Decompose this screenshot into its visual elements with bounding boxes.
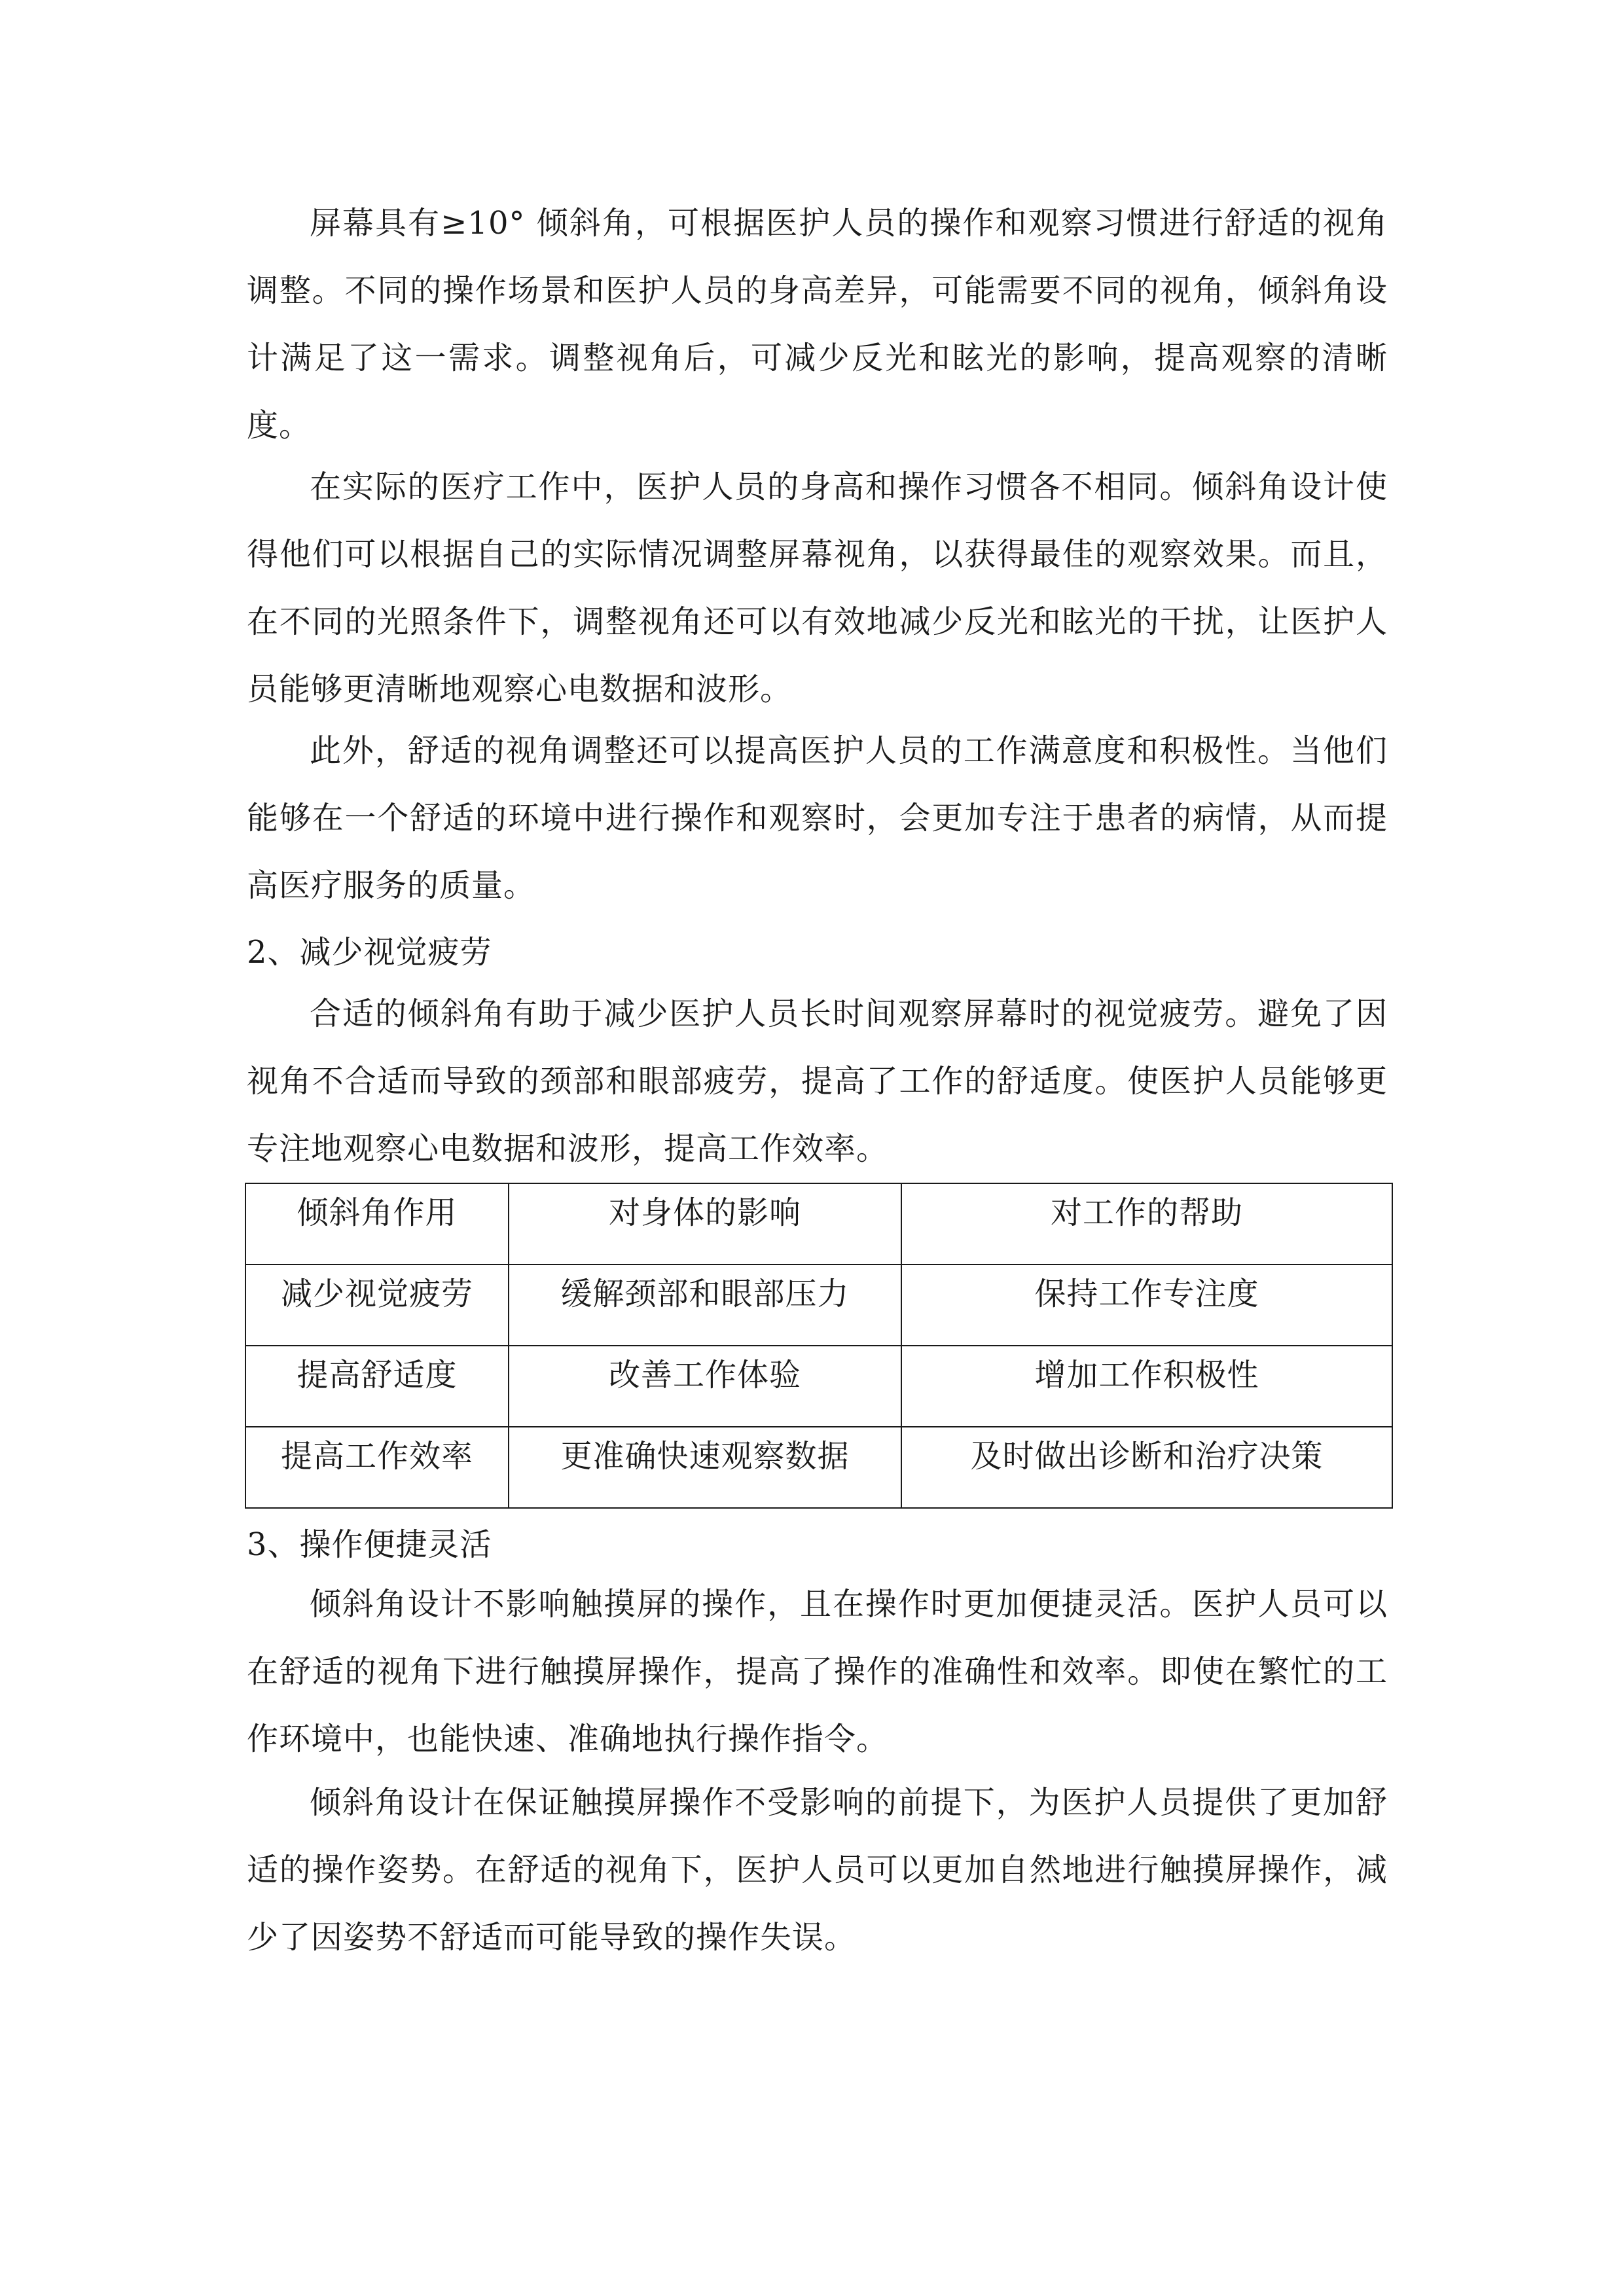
table-header-cell: 对身体的影响 <box>509 1183 901 1265</box>
paragraph-screen-tilt-angle: 屏幕具有≥10° 倾斜角，可根据医护人员的操作和观察习惯进行舒适的视角调整。不同的操作场景和医护人员的身高差异，可能需要不同的视角，倾斜角设计满足了这一需求。调整视角后，可减少反光和眩光的影响，提高观察的清晰度。 <box>247 205 1388 444</box>
table-cell: 缓解颈部和眼部压力 <box>509 1265 901 1346</box>
paragraph-work-satisfaction: 此外，舒适的视角调整还可以提高医护人员的工作满意度和积极性。当他们能够在一个舒适的环境中进行操作和观察时，会更加专注于患者的病情，从而提高医疗服务的质量。 <box>247 732 1388 904</box>
tilt-angle-effects-table <box>245 1183 1393 1509</box>
table-cell: 提高舒适度 <box>245 1346 509 1427</box>
heading-reduce-visual-fatigue: 2、减少视觉疲劳 <box>247 934 492 971</box>
table-row <box>245 1346 1392 1427</box>
paragraph-touchscreen-operation: 倾斜角设计不影响触摸屏的操作，且在操作时更加便捷灵活。医护人员可以在舒适的视角下进行触摸屏操作，提高了操作的准确性和效率。即使在繁忙的工作环境中，也能快速、准确地执行操作指令。 <box>247 1586 1388 1757</box>
table-row <box>245 1427 1392 1508</box>
paragraph-visual-fatigue: 合适的倾斜角有助于减少医护人员长时间观察屏幕时的视觉疲劳。避免了因视角不合适而导致的颈部和眼部疲劳，提高了工作的舒适度。使医护人员能够更专注地观察心电数据和波形，提高工作效率。 <box>247 996 1388 1167</box>
table-cell: 增加工作积极性 <box>901 1346 1392 1427</box>
table-cell: 减少视觉疲劳 <box>245 1265 509 1346</box>
table-cell: 改善工作体验 <box>509 1346 901 1427</box>
table-cell: 更准确快速观察数据 <box>509 1427 901 1508</box>
table-header-row <box>245 1183 1392 1265</box>
table-cell: 保持工作专注度 <box>901 1265 1392 1346</box>
table-header-cell: 倾斜角作用 <box>245 1183 509 1265</box>
table-row <box>245 1265 1392 1346</box>
heading-convenient-operation: 3、操作便捷灵活 <box>247 1526 492 1563</box>
table-header-cell: 对工作的帮助 <box>901 1183 1392 1265</box>
paragraph-comfortable-posture: 倾斜角设计在保证触摸屏操作不受影响的前提下，为医护人员提供了更加舒适的操作姿势。在舒适的视角下，医护人员可以更加自然地进行触摸屏操作，减少了因姿势不舒适而可能导致的操作失误。 <box>247 1784 1388 1956</box>
table-cell: 及时做出诊断和治疗决策 <box>901 1427 1392 1508</box>
paragraph-height-and-habits: 在实际的医疗工作中，医护人员的身高和操作习惯各不相同。倾斜角设计使得他们可以根据自己的实际情况调整屏幕视角，以获得最佳的观察效果。而且，在不同的光照条件下，调整视角还可以有效地减少反光和眩光的干扰，让医护人员能够更清晰地观察心电数据和波形。 <box>247 469 1388 708</box>
table-cell: 提高工作效率 <box>245 1427 509 1508</box>
